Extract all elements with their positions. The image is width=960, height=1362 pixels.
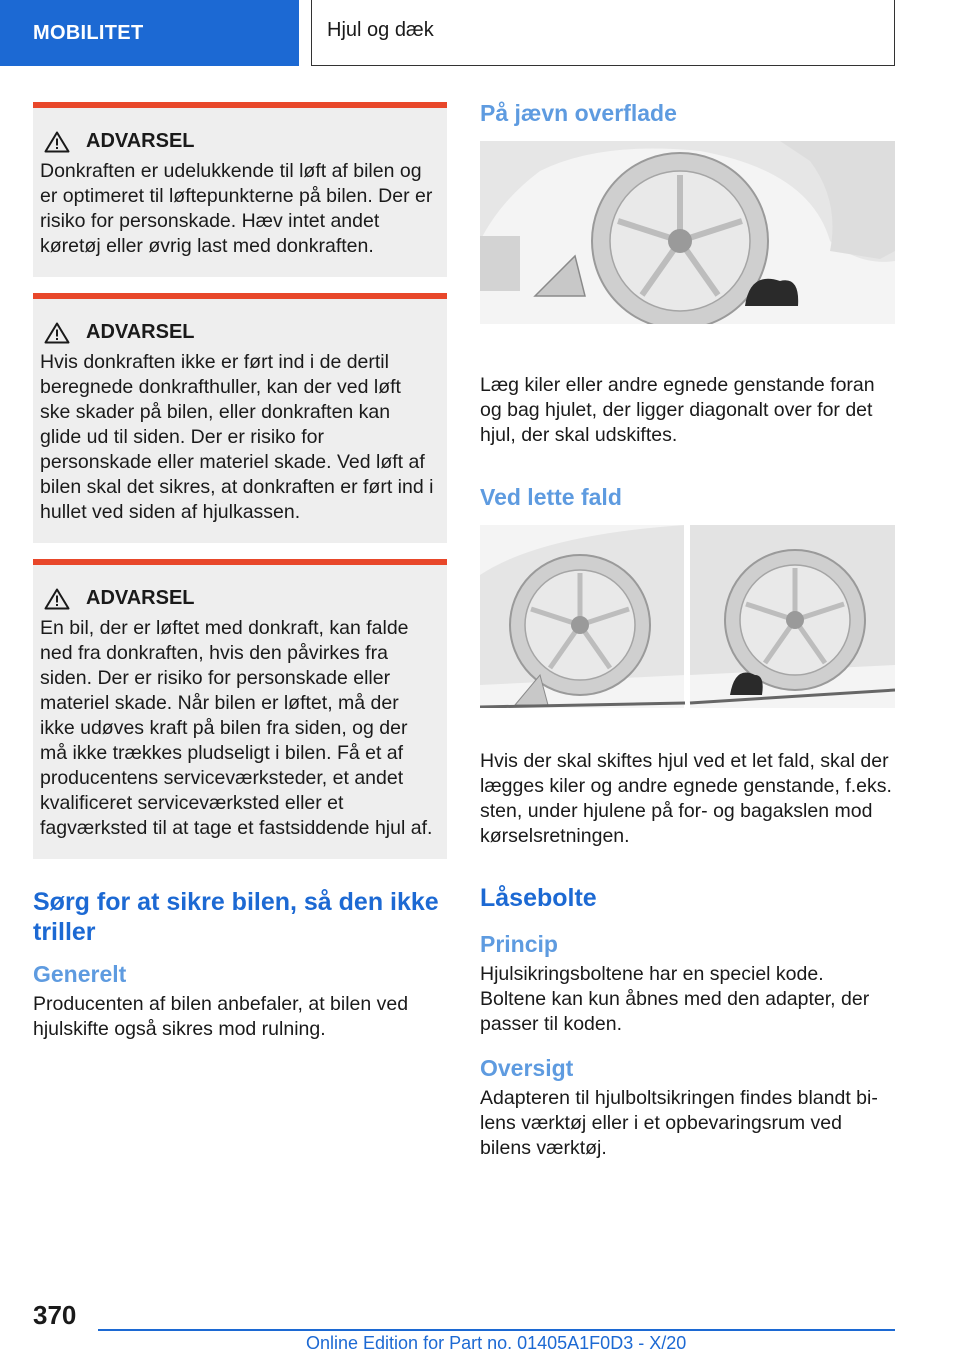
car-wheels-slope-illustration [480, 525, 895, 708]
footer-edition: Online Edition for Part no. 01405A1F0D3 - X/20 [306, 1333, 687, 1353]
warning-triangle-icon [44, 322, 70, 344]
subheading: Princip [480, 931, 558, 957]
warning-box [33, 293, 447, 543]
warning-box [33, 102, 447, 277]
warning-title: ADVARSEL [86, 321, 195, 343]
body-text: Hvis der skal skiftes hjul ved et let fald, skal der lægges kiler og andre egnede genstande, f.eks. sten, under hjulene på for- og bagakslen mod kørselsretningen. [480, 750, 892, 847]
warning-text: Donkraften er udelukkende til løft af bilen og er optimeret til løftepunkterne på bilen. Der er risiko for personskade. Hæv intet andet køretøj eller øvrig last med donkraften. [40, 160, 433, 257]
warning-text: Hvis donkraften ikke er ført ind i de dertil beregnede donkrafthuller, kan der ved løft ske skader på bilen, eller donkraften kan glide ud til siden. Der er risiko for personskade eller materiel skade. Ved løft af bilen skal det sikres, at donkraften er ført ind i hullet ved siden af hjulkassen. [40, 351, 434, 523]
warning-title: ADVARSEL [86, 130, 195, 152]
warning-triangle-icon [44, 131, 70, 153]
warning-title: ADVARSEL [86, 587, 195, 609]
subheading: Oversigt [480, 1055, 574, 1081]
section-heading: Låsebolte [480, 884, 597, 912]
footer-divider [98, 1329, 895, 1331]
warning-triangle-icon [44, 588, 70, 610]
body-text: Hjulsikringsboltene har en speciel kode. Boltene kan kun åbnes med den adapter, der passer til koden. [480, 963, 870, 1035]
subheading: Ved lette fald [480, 484, 622, 510]
body-text: Læg kiler eller andre egnede genstande foran og bag hjulet, der ligger diagonalt over for det hjul, der skal udskiftes. [480, 374, 875, 446]
figure-slope [480, 525, 895, 711]
subheading: Generelt [33, 961, 127, 987]
figure-flat-ground [480, 141, 895, 327]
section-heading: Sørg for at sikre bilen, så den ikke triller [33, 888, 439, 946]
car-wheel-illustration [480, 141, 895, 324]
body-text: Producenten af bilen anbefaler, at bilen ved hjulskifte også sikres mod rulning. [33, 993, 409, 1040]
right-column [480, 100, 895, 1161]
chapter-title: Hjul og dæk [311, 0, 895, 66]
subheading: På jævn overflade [480, 100, 677, 126]
warning-box [33, 559, 447, 859]
warning-text: En bil, der er løftet med donkraft, kan falde ned fra donkraften, hvis den påvirkes fra siden. Der er risiko for personskade eller materiel skade. Når bilen er løftet, må der ikke udøves kraft på bilen fra siden, og der må ikke trækkes pludseligt i bilen. Få et af producentens serviceværksteder, et andet kvalificeret serviceværksted eller et fagværksted til at tage et fastsiddende hjul af. [40, 617, 433, 839]
section-tab: MOBILITET [0, 0, 299, 66]
body-text: Adapteren til hjulboltsikringen findes blandt bilens værktøj eller i et opbevaringsrum ved bilens værktøj. [480, 1087, 878, 1159]
left-column [33, 102, 447, 1042]
page-number: 370 [33, 1300, 77, 1330]
